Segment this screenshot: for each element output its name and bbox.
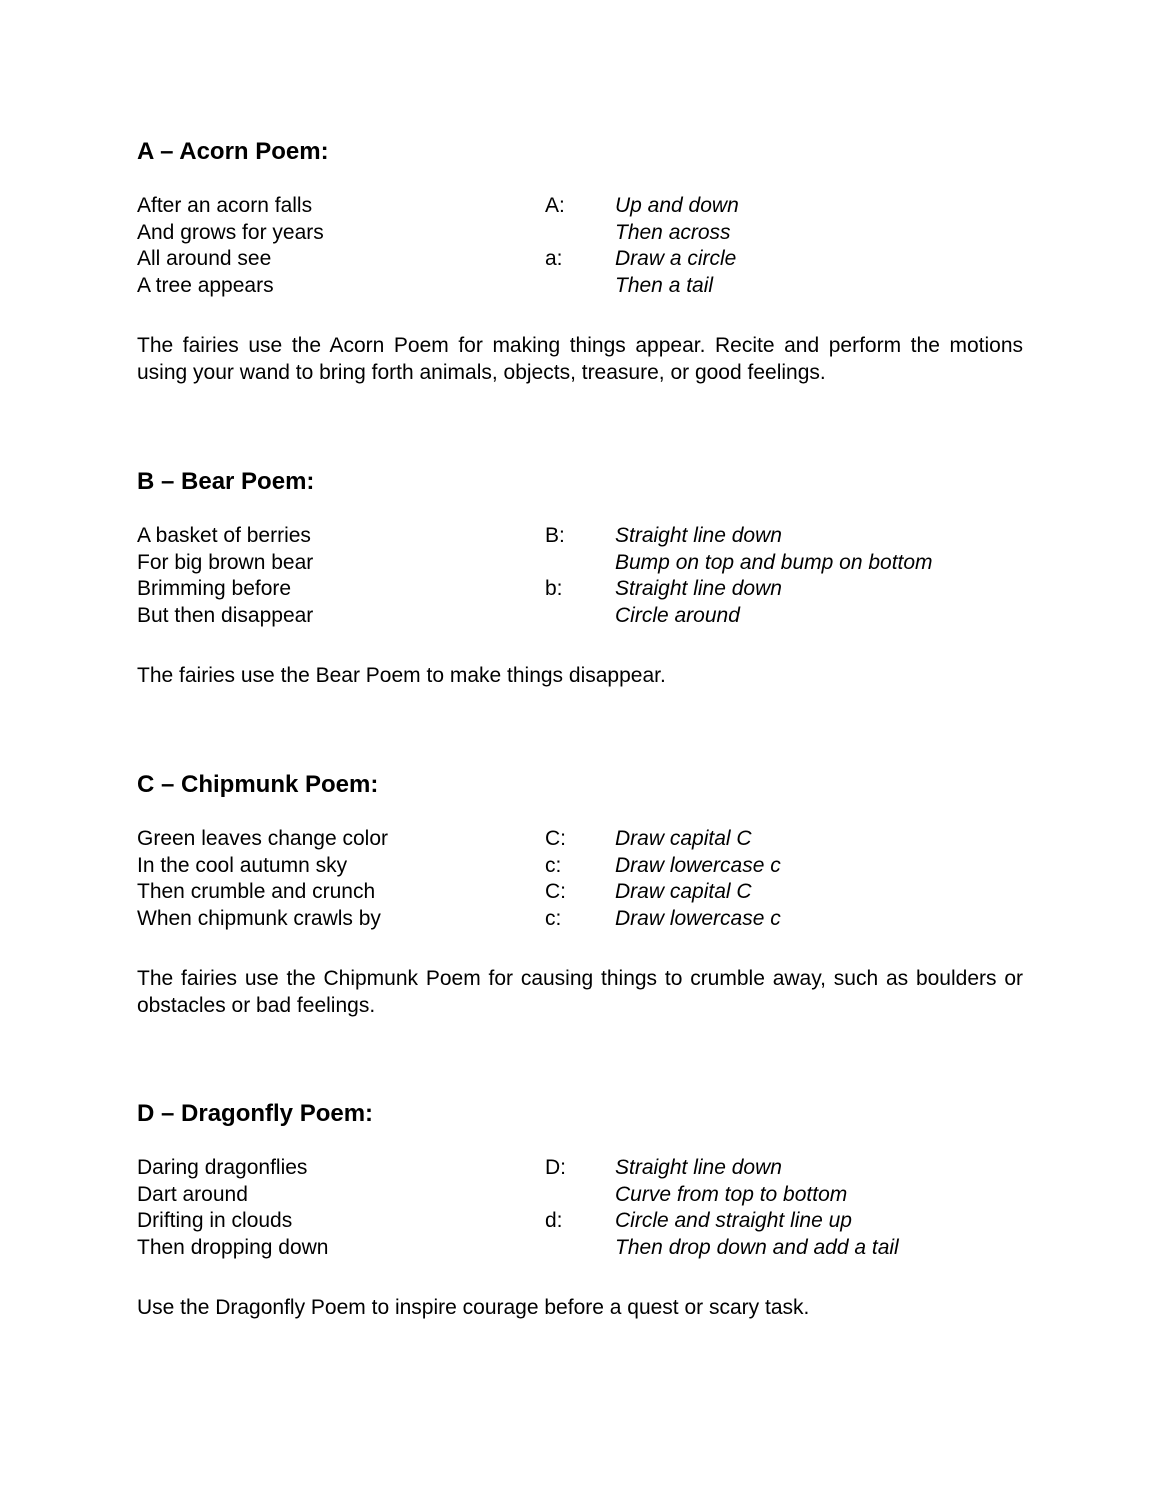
poem-row [137, 273, 1023, 300]
motion-instruction: Then drop down and add a tail [615, 1235, 899, 1259]
section-description: The fairies use the Acorn Poem for making things appear. Recite and perform the motions using your wand to bring forth animals, objects, treasure, or good feelings. [137, 334, 1023, 384]
poem-verse: Brimming before [137, 577, 292, 601]
letter-label: c: [545, 906, 562, 930]
section-description: Use the Dragonfly Poem to inspire courage before a quest or scary task. [137, 1296, 810, 1319]
motion-instruction: Straight line down [615, 577, 782, 601]
letter-label: b: [545, 577, 563, 601]
section-heading: C – Chipmunk Poem: [137, 771, 379, 798]
letter-label: C: [545, 880, 566, 904]
poem-row [137, 1208, 1023, 1235]
poem-verse: Dart around [137, 1182, 248, 1206]
letter-label: c: [545, 853, 562, 877]
letter-label: d: [545, 1209, 563, 1233]
motion-instruction: Draw capital C [615, 880, 752, 904]
motion-instruction: Straight line down [615, 524, 782, 547]
poem-verse: Then crumble and crunch [137, 880, 376, 904]
poem-verse: Drifting in clouds [137, 1209, 293, 1233]
poem-verse: Green leaves change color [137, 827, 388, 850]
poem-verse: In the cool autumn sky [137, 853, 348, 877]
poem-row [137, 576, 1023, 603]
motion-instruction: Straight line down [615, 1156, 782, 1179]
poem-row [137, 1182, 1023, 1209]
motion-instruction: Then a tail [615, 273, 714, 297]
poem-verse: When chipmunk crawls by [137, 906, 381, 930]
section-heading: B – Bear Poem: [137, 468, 315, 495]
poem-row [137, 1155, 1023, 1182]
poem-row [137, 879, 1023, 906]
poem-verse: Then dropping down [137, 1235, 329, 1259]
poem-lines [137, 1155, 1023, 1261]
poem-row [137, 246, 1023, 273]
motion-instruction: Then across [615, 220, 731, 244]
motion-instruction: Up and down [615, 194, 739, 217]
section-heading: D – Dragonfly Poem: [137, 1100, 374, 1127]
poem-verse: All around see [137, 247, 272, 271]
poem-verse: For big brown bear [137, 550, 314, 574]
motion-instruction: Curve from top to bottom [615, 1182, 848, 1206]
poem-row [137, 603, 1023, 630]
poem-row [137, 826, 1023, 853]
motion-instruction: Bump on top and bump on bottom [615, 550, 933, 574]
letter-label: a: [545, 247, 563, 271]
section-description: The fairies use the Chipmunk Poem for causing things to crumble away, such as boulders or obstacles or bad feelings. [137, 967, 1023, 1017]
section-description: The fairies use the Bear Poem to make things disappear. [137, 664, 666, 687]
poem-lines [137, 523, 1023, 629]
poem-verse: A basket of berries [137, 524, 311, 547]
poem-verse: After an acorn falls [137, 194, 313, 217]
poem-row [137, 193, 1023, 220]
poem-verse: A tree appears [137, 273, 274, 297]
poem-verse: But then disappear [137, 603, 314, 627]
poem-lines [137, 826, 1023, 932]
poem-row [137, 853, 1023, 880]
letter-label: C: [545, 827, 566, 850]
motion-instruction: Circle around [615, 603, 740, 627]
poem-lines [137, 193, 1023, 299]
poem-row [137, 550, 1023, 577]
section-heading: A – Acorn Poem: [137, 138, 329, 165]
poem-verse: Daring dragonflies [137, 1156, 308, 1179]
motion-instruction: Draw capital C [615, 827, 752, 850]
letter-label: D: [545, 1156, 566, 1179]
letter-label: B: [545, 524, 565, 547]
poem-row [137, 1235, 1023, 1262]
poem-verse: And grows for years [137, 220, 324, 244]
motion-instruction: Draw lowercase c [615, 906, 781, 930]
motion-instruction: Draw lowercase c [615, 853, 781, 877]
motion-instruction: Draw a circle [615, 247, 737, 271]
motion-instruction: Circle and straight line up [615, 1209, 852, 1233]
poem-row [137, 220, 1023, 247]
poem-row [137, 523, 1023, 550]
poem-row [137, 906, 1023, 933]
letter-label: A: [545, 194, 565, 217]
